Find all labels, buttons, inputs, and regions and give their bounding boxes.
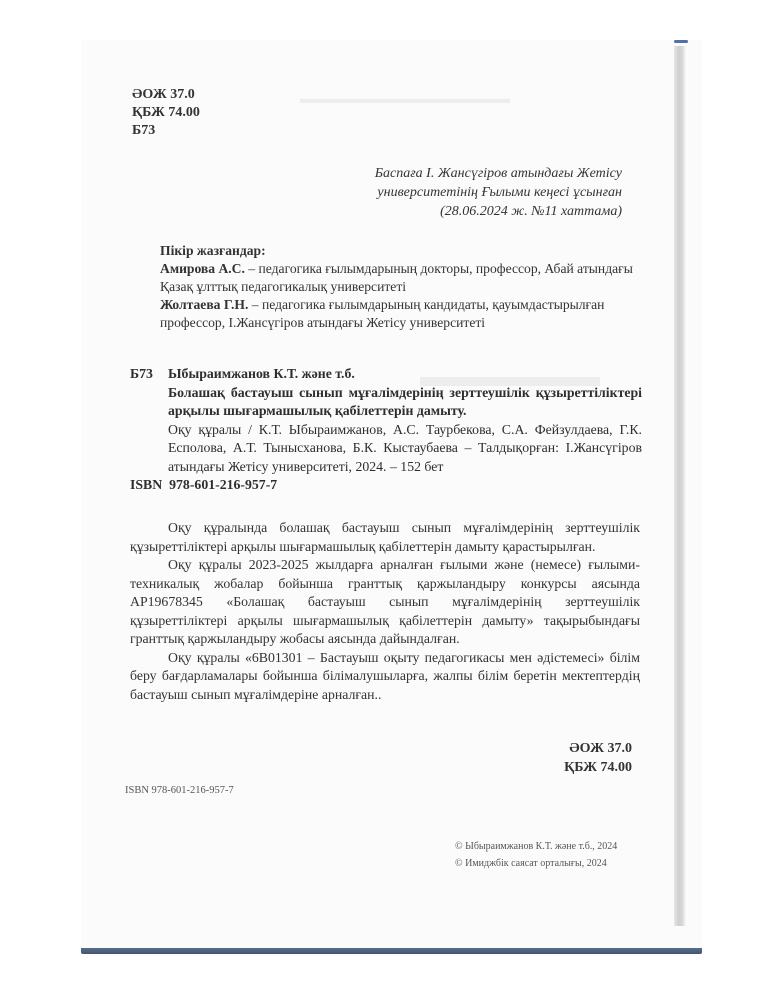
lbc-code: ҚБЖ 74.00 [564,760,632,775]
reviewer-description: – педагогика ғылымдарының докторы, профессор, Абай атындағы Қазақ ұлттық педагогикалық университеті [160,261,633,294]
abstract-section [130,519,640,704]
reviewer-entry [160,260,640,296]
classification-codes-top [132,86,200,140]
abstract-paragraph: Оқу құралы «6В01301 – Бастауыш оқыту педагогикасы мен әдістемесі» білім беру бағдарламалары бойынша білімалушыларға, жалпы білім беретін мектептердің бастауыш сынып мұғалімдеріне арналған.. [130,649,640,702]
abstract-paragraph: Оқу құралы 2023-2025 жылдарға арналған ғылыми және (немесе) ғылыми-техникалық жобалар бойынша гранттық қаржыландыру конкурсы аясында АР19678345 «Болашақ бастауыш сынып мұғалімдерінің зерттеушілік құзыреттіліктері арқылы шығармашылық қабілеттерін дамыту» тақырыбындағы гранттық қаржыландыру жобасы аясында дайындалған. [130,557,640,646]
isbn-footer: ISBN 978-601-216-957-7 [125,785,234,796]
bibliographic-author: Ыбыраимжанов К.Т. және т.б. [168,366,355,381]
copyright-notice [455,838,617,872]
bleed-through-decoration: ▬▬▬▬▬▬ [420,360,600,393]
approval-line: (28.06.2024 ж. №11 хаттама) [440,204,622,219]
udc-code: ӘОЖ 37.0 [132,87,195,102]
reviewer-name: Амирова А.С. [160,261,245,276]
copyright-line: © Ыбыраимжанов К.Т. және т.б., 2024 [455,841,618,852]
copyright-line: © Имиджбік саясат орталығы, 2024 [455,858,607,869]
publication-approval [350,164,622,221]
isbn-number: 978-601-216-957-7 [169,477,278,492]
reviewer-entry [160,296,640,332]
bibliographic-title: Болашақ бастауыш сынып мұғалімдерінің зерттеушілік құзыреттіліктері арқылы шығармашылық қабілеттерін дамыту. [168,384,642,418]
bibliographic-isbn [130,476,642,495]
reviewer-description: – педагогика ғылымдарының кандидаты, қауымдастырылған профессор, І.Жансүгіров атындағы Жетісу университеті [160,297,605,330]
page-bottom-edge [81,948,702,954]
bibliographic-record [130,365,642,495]
classification-codes-bottom [480,739,632,777]
udc-code: ӘОЖ 37.0 [569,741,632,756]
page-corner-mark [674,40,688,43]
reviewer-name: Жолтаева Г.Н. [160,297,249,312]
bibliographic-code: Б73 [130,366,153,381]
approval-line: университетінің Ғылыми кеңесі ұсынған [377,185,622,200]
page-edge-shadow [674,46,686,926]
isbn-label: ISBN [130,477,163,492]
author-mark: Б73 [132,123,156,138]
approval-line: Баспаға І. Жансүгіров атындағы Жетісу [374,166,622,181]
abstract-paragraph: Оқу құралында болашақ бастауыш сынып мұғалімдерінің зерттеушілік құзыреттіліктері арқылы шығармашылық қабілеттерін дамыту қарастырылған. [130,520,640,554]
reviewers-section [160,242,640,332]
lbc-code: ҚБЖ 74.00 [132,105,200,120]
bibliographic-details: Оқу құралы / К.Т. Ыбыраимжанов, А.С. Таурбекова, С.А. Фейзулдаева, Г.К. Есполова, А.Т. Тынысханова, Б.К. Кыстаубаева – Талдықорған: І.Жансүгіров атындағы Жетісу университеті, 2024. – 152 бет [168,421,642,474]
bleed-through-decoration: ▬▬▬▬▬▬▬▬▬▬▬▬▬▬▬ [300,92,510,107]
reviewers-heading: Пікір жазғандар: [160,243,266,258]
